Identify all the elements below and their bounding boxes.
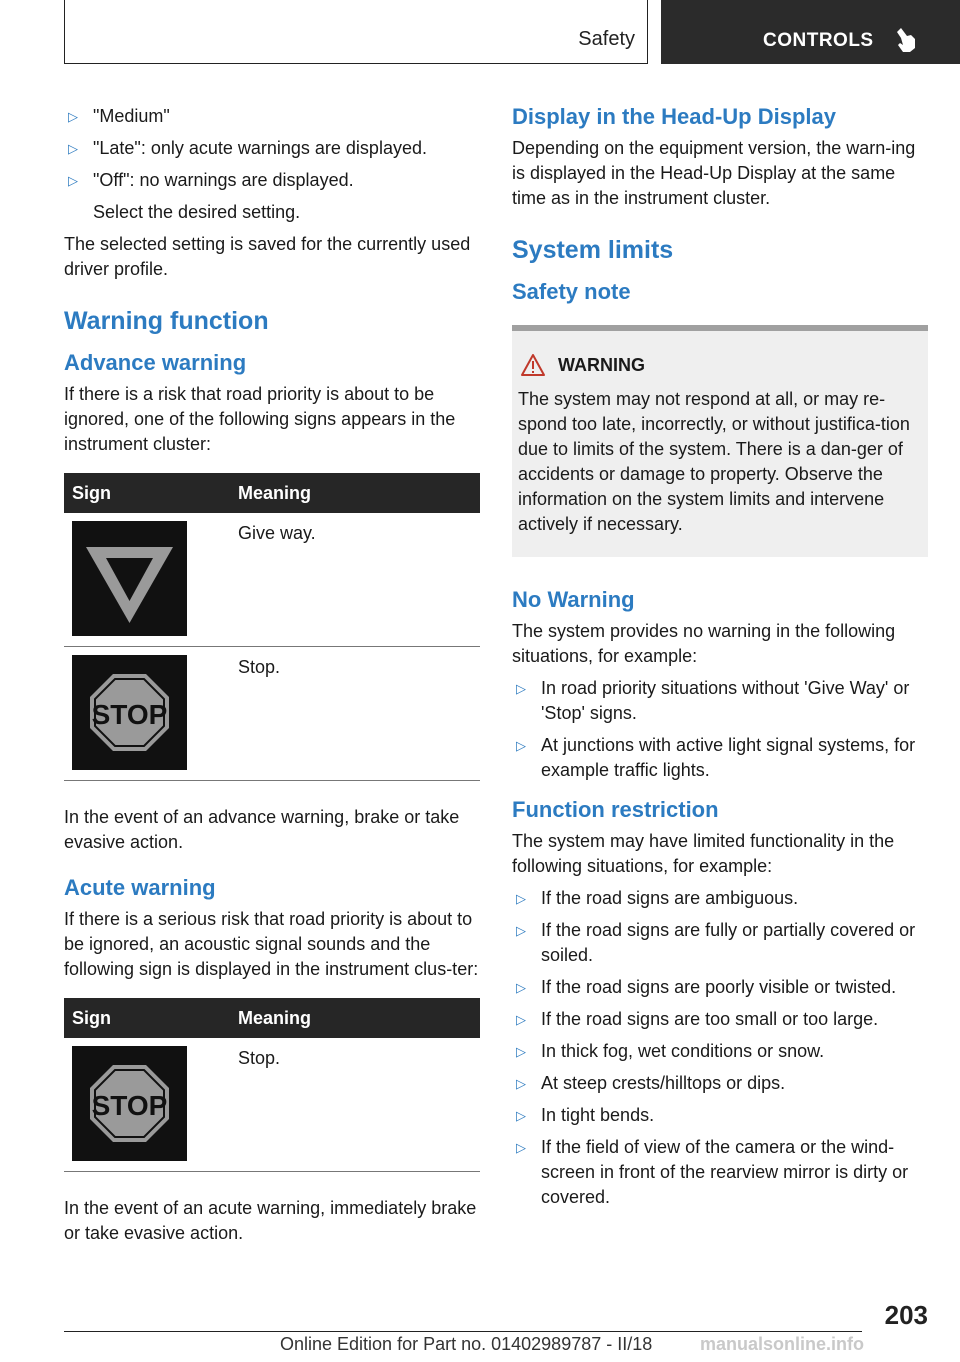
triangle-bullet-icon: ▷ — [68, 109, 78, 124]
stop-sign-text: STOP — [91, 1090, 168, 1121]
heading-no-warning: No Warning — [512, 587, 635, 612]
list-item: ▷ At junctions with active light signal systems, for example traffic lights. — [516, 735, 916, 780]
acute-warning-intro: If there is a serious risk that road priority is about to be ignored, an acoustic signal sounds and the following sign is displayed in the instrument clus-ter: — [64, 909, 479, 979]
stop-sign-icon — [72, 1046, 187, 1161]
heading-system-limits: System limits — [512, 236, 674, 264]
saved-setting-text: The selected setting is saved for the currently used driver profile. — [64, 234, 471, 279]
acute-warning-table — [64, 998, 480, 1172]
table-header-sign: Sign — [64, 998, 230, 1038]
table-cell-meaning: Stop. — [230, 1038, 480, 1172]
header-section-tab — [64, 0, 648, 64]
list-item: ▷ At steep crests/hilltops or dips. — [512, 1071, 928, 1096]
right-column — [512, 104, 928, 1217]
list-item: ▷ In tight bends. — [512, 1103, 928, 1128]
stop-sign-text: STOP — [91, 699, 168, 730]
list-item: ▷ In road priority situations without 'Give Way' or 'Stop' signs. — [516, 678, 910, 723]
table-row — [64, 1038, 480, 1172]
triangle-bullet-icon: ▷ — [516, 1108, 526, 1123]
warning-text: The system may not respond at all, or may re-spond too late, incorrectly, or without justifica-tion due to limits of the system. There is a dan-ger of accidents or damage to property. Observe the information on the system limits and intervene actively if necessary. — [518, 389, 910, 534]
table-row — [64, 647, 480, 781]
list-item: ▷ If the road signs are ambiguous. — [512, 886, 928, 911]
table-header-meaning: Meaning — [230, 998, 480, 1038]
triangle-bullet-icon: ▷ — [516, 923, 526, 938]
triangle-bullet-icon: ▷ — [516, 681, 526, 696]
triangle-bullet-icon: ▷ — [516, 1044, 526, 1059]
pointing-hand-icon — [893, 26, 919, 54]
heading-function-restriction: Function restriction — [512, 797, 719, 822]
watermark-text: manualsonline.info — [700, 1334, 865, 1354]
list-item: ▷ "Off": no warnings are displayed. — [64, 168, 480, 193]
page-number: 203 — [884, 1300, 928, 1330]
triangle-bullet-icon: ▷ — [516, 1076, 526, 1091]
header-chapter-tab — [661, 0, 960, 64]
table-row — [64, 513, 480, 647]
advance-warning-table — [64, 473, 480, 781]
list-item: ▷ If the field of view of the camera or the wind-screen in front of the rearview mirror is dirty or covered. — [516, 1137, 909, 1207]
heading-safety-note: Safety note — [512, 279, 631, 304]
restriction-intro: The system may have limited functionality in the following situations, for example: — [512, 831, 895, 876]
list-item: ▷ If the road signs are too small or too large. — [512, 1007, 928, 1032]
triangle-bullet-icon: ▷ — [516, 891, 526, 906]
triangle-bullet-icon: ▷ — [68, 173, 78, 188]
warning-box — [512, 325, 928, 557]
list-item: ▷ If the road signs are poorly visible or twisted. — [512, 975, 928, 1000]
setting-options-list — [64, 104, 480, 193]
triangle-bullet-icon: ▷ — [516, 1140, 526, 1155]
heading-head-up-display: Display in the Head-Up Display — [512, 104, 836, 129]
list-item: ▷ "Medium" — [64, 104, 480, 129]
triangle-bullet-icon: ▷ — [68, 141, 78, 156]
no-warning-list — [512, 676, 928, 783]
advance-warning-after: In the event of an advance warning, brake or take evasive action. — [64, 807, 460, 852]
warning-triangle-icon — [520, 353, 546, 377]
restriction-list — [512, 886, 928, 1210]
give-way-sign-icon — [72, 521, 187, 636]
table-header-meaning: Meaning — [230, 473, 480, 513]
list-item: ▷ In thick fog, wet conditions or snow. — [512, 1039, 928, 1064]
triangle-bullet-icon: ▷ — [516, 738, 526, 753]
left-column — [64, 104, 480, 1253]
table-cell-meaning: Stop. — [230, 647, 480, 781]
select-setting-text: Select the desired setting. — [93, 202, 301, 222]
header-chapter-title: CONTROLS — [763, 30, 874, 51]
heading-acute-warning: Acute warning — [64, 875, 216, 900]
hud-text: Depending on the equipment version, the warn-ing is displayed in the Head-Up Display at the same time as in the instrument cluster. — [512, 138, 916, 208]
warning-header — [518, 353, 920, 379]
table-cell-meaning: Give way. — [230, 513, 480, 647]
footer-divider — [64, 1331, 862, 1332]
stop-sign-icon — [72, 655, 187, 770]
list-item: ▷ If the road signs are fully or partially covered or soiled. — [516, 920, 916, 965]
acute-warning-after: In the event of an acute warning, immediately brake or take evasive action. — [64, 1198, 477, 1243]
no-warning-intro: The system provides no warning in the following situations, for example: — [512, 621, 896, 666]
header-section-title: Safety — [578, 28, 635, 50]
edition-text: Online Edition for Part no. 01402989787 - II/18 — [280, 1334, 653, 1354]
warning-title: WARNING — [558, 355, 645, 375]
table-header-sign: Sign — [64, 473, 230, 513]
heading-advance-warning: Advance warning — [64, 350, 247, 375]
heading-warning-function: Warning function — [64, 307, 269, 335]
list-item: ▷ "Late": only acute warnings are displayed. — [64, 136, 480, 161]
advance-warning-intro: If there is a risk that road priority is about to be ignored, one of the following signs appears in the instrument cluster: — [64, 384, 456, 454]
triangle-bullet-icon: ▷ — [516, 1012, 526, 1027]
triangle-bullet-icon: ▷ — [516, 980, 526, 995]
